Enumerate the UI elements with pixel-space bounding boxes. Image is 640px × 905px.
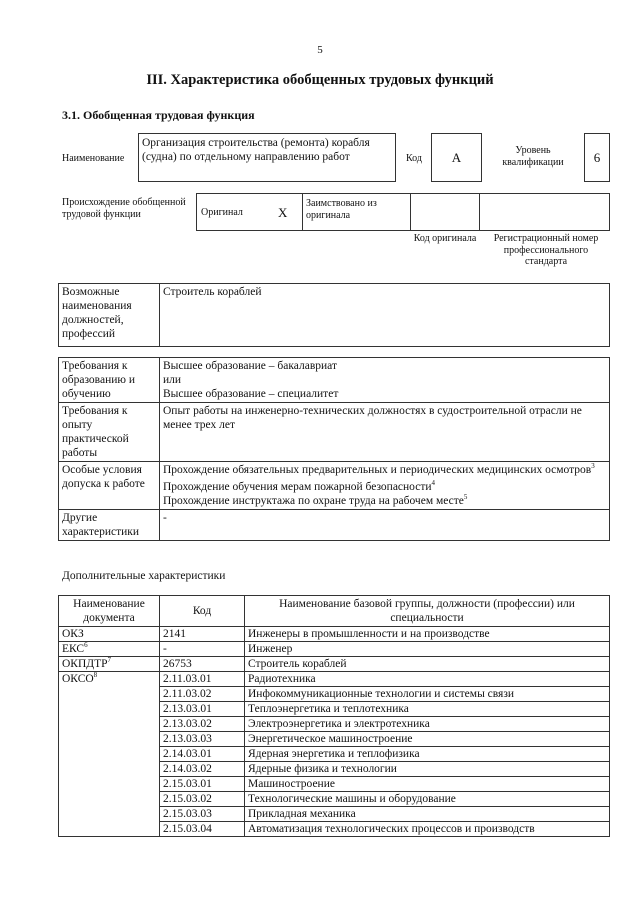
table-row [59, 510, 610, 541]
row-code: 2.15.03.03 [160, 807, 245, 822]
req-value [160, 462, 610, 510]
origin-divider [479, 193, 480, 231]
table-row [59, 284, 610, 347]
header-code: Код [160, 596, 245, 627]
row-code: 2.13.03.03 [160, 732, 245, 747]
row-name: Радиотехника [245, 672, 610, 687]
req-line: Высшее образование – бакалавриат [163, 360, 337, 372]
borrowed-label: Заимствовано из оригинала [306, 198, 377, 221]
row-code: - [160, 642, 245, 657]
row-code: 2141 [160, 627, 245, 642]
row-code: 2.15.03.04 [160, 822, 245, 837]
req-line: - [163, 512, 167, 525]
row-name: Электроэнергетика и электротехника [245, 717, 610, 732]
row-name: Ядерные физика и технологии [245, 762, 610, 777]
function-name-value: Организация строительства (ремонта) корабля (судна) по отдельному направлению работ [142, 137, 370, 164]
row-code: 2.14.03.01 [160, 747, 245, 762]
positions-label: Возможные наименования должностей, профессий [59, 284, 160, 347]
function-name-box [138, 133, 396, 182]
level-label: Уровень квалификации [502, 145, 564, 168]
req-value [160, 358, 610, 403]
req-line: Прохождение инструктажа по охране труда на рабочем месте [163, 495, 464, 508]
additional-table-body [59, 627, 610, 837]
origin-divider [302, 193, 303, 231]
row-code: 26753 [160, 657, 245, 672]
page-number: 5 [317, 44, 323, 56]
level-value: 6 [593, 150, 601, 165]
row-document-name: ОКСО [62, 673, 94, 686]
row-name: Технологические машины и оборудование [245, 792, 610, 807]
row-document [59, 642, 160, 657]
function-heading: 3.1. Обобщенная трудовая функция [62, 108, 255, 122]
req-line: Прохождение обучения мерам пожарной безопасности [163, 481, 432, 494]
row-name: Инженер [245, 642, 610, 657]
origin-label: Происхождение обобщенной трудовой функции [62, 197, 186, 220]
table-row [59, 657, 610, 672]
req-label: Требования к образованию и обучению [59, 358, 160, 403]
table-row [59, 358, 610, 403]
req-line: или [163, 374, 182, 387]
table-row [59, 403, 610, 462]
req-label: Другие характеристики [59, 510, 160, 541]
req-line: Опыт работы на инженерно-технических должностях в судостроительной отрасли не менее трех лет [163, 405, 582, 432]
footnote-mark: 4 [431, 479, 436, 488]
row-document-name: ОКПДТР [62, 658, 108, 671]
table-row [59, 672, 610, 687]
footnote-mark: 8 [93, 671, 98, 680]
row-code: 2.11.03.02 [160, 687, 245, 702]
table-row [59, 627, 610, 642]
footnote-mark: 3 [591, 462, 595, 471]
row-document-name: ОКЗ [62, 628, 84, 640]
original-mark: Х [278, 205, 288, 220]
table-header-row [59, 596, 610, 627]
req-value [160, 510, 610, 541]
section-title: III. Характеристика обобщенных трудовых функций [146, 72, 494, 88]
req-label: Требования к опыту практической работы [59, 403, 160, 462]
footnote-mark: 5 [463, 493, 468, 502]
name-label: Наименование [62, 153, 125, 164]
row-code: 2.13.03.01 [160, 702, 245, 717]
positions-table [58, 283, 610, 347]
row-document-name: ЕКС [62, 643, 85, 656]
row-code: 2.13.03.02 [160, 717, 245, 732]
row-name: Машиностроение [245, 777, 610, 792]
origin-divider [410, 193, 411, 231]
table-row [59, 462, 610, 510]
req-label: Особые условия допуска к работе [59, 462, 160, 510]
header-name: Наименование базовой группы, должности (профессии) или специальности [245, 596, 610, 627]
req-value [160, 403, 610, 462]
footnote-mark: 6 [84, 641, 88, 650]
req-line: Прохождение обязательных предварительных и периодических медицинских осмотров [163, 464, 592, 477]
row-document [59, 657, 160, 672]
row-code: 2.14.03.02 [160, 762, 245, 777]
row-name: Энергетическое машиностроение [245, 732, 610, 747]
code-label: Код [406, 153, 422, 164]
row-document [59, 627, 160, 642]
row-name: Теплоэнергетика и теплотехника [245, 702, 610, 717]
header-document: Наименование документа [59, 596, 160, 627]
row-code: 2.15.03.01 [160, 777, 245, 792]
req-line: Высшее образование – специалитет [163, 388, 339, 401]
positions-value: Строитель кораблей [160, 284, 610, 347]
level-box [584, 133, 610, 182]
code-box [431, 133, 482, 182]
original-label: Оригинал [201, 207, 243, 218]
additional-title: Дополнительные характеристики [62, 570, 226, 582]
code-original-caption: Код оригинала [413, 233, 477, 244]
row-document [59, 672, 160, 837]
row-name: Строитель кораблей [245, 657, 610, 672]
table-row [59, 642, 610, 657]
reg-number-caption: Регистрационный номер профессионального стандарта [493, 233, 599, 267]
footnote-mark: 7 [107, 656, 112, 665]
row-code: 2.11.03.01 [160, 672, 245, 687]
row-name: Инженеры в промышленности и на производстве [245, 627, 610, 642]
requirements-table [58, 357, 610, 541]
row-name: Ядерная энергетика и теплофизика [245, 747, 610, 762]
row-name: Инфокоммуникационные технологии и системы связи [245, 687, 610, 702]
additional-table [58, 595, 610, 837]
code-value: А [451, 150, 462, 165]
row-name: Автоматизация технологических процессов и производств [245, 822, 610, 837]
row-code: 2.15.03.02 [160, 792, 245, 807]
row-name: Прикладная механика [245, 807, 610, 822]
